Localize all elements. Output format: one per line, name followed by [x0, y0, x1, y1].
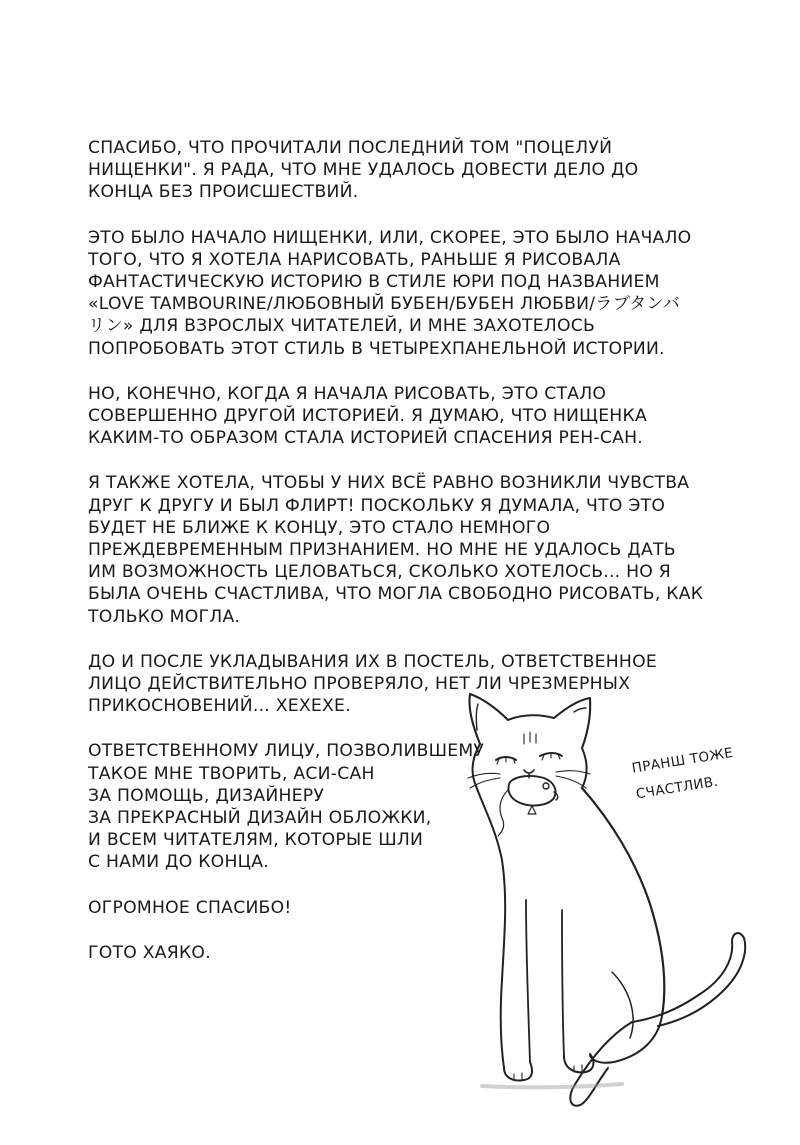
- text-line: СОВЕРШЕННО ДРУГОЙ ИСТОРИЕЙ. Я ДУМАЮ, ЧТО НИЩЕНКА: [88, 406, 647, 427]
- paragraph-origin: [88, 227, 718, 360]
- text-line: КАКИМ-ТО ОБРАЗОМ СТАЛА ИСТОРИЕЙ СПАСЕНИЯ РЕН-САН.: [88, 428, 643, 449]
- text-line: БЫЛА ОЧЕНЬ СЧАСТЛИВА, ЧТО МОГЛА СВОБОДНО РИСОВАТЬ, КАК: [88, 584, 704, 605]
- author-signature: ГОТО ХАЯКО.: [88, 942, 211, 963]
- text-line: ФАНТАСТИЧЕСКУЮ ИСТОРИЮ В СТИЛЕ ЮРИ ПОД НАЗВАНИЕМ: [88, 272, 660, 293]
- text-line: С НАМИ ДО КОНЦА.: [88, 852, 269, 873]
- paragraph-story: [88, 383, 718, 450]
- text-line: КОНЦА БЕЗ ПРОИСШЕСТВИЙ.: [88, 182, 359, 203]
- cat-caption-line: СЧАСТЛИВ.: [634, 773, 720, 803]
- text-line: «LOVE TAMBOURINE/ЛЮБОВНЫЙ БУБЕН/БУБЕН ЛЮБВИ/ラブタンバ: [88, 294, 681, 315]
- text-line: НИЩЕНКИ". Я РАДА, ЧТО МНЕ УДАЛОСЬ ДОВЕСТИ ДЕЛО ДО: [88, 160, 639, 181]
- text-line: ДРУГ К ДРУГУ И БЫЛ ФЛИРТ! ПОСКОЛЬКУ Я ДУМАЛА, ЧТО ЭТО: [88, 495, 666, 516]
- text-line: ИМ ВОЗМОЖНОСТЬ ЦЕЛОВАТЬСЯ, СКОЛЬКО ХОТЕЛОСЬ... НО Я: [88, 562, 671, 583]
- text-line: ТОЛЬКО МОГЛА.: [88, 606, 241, 627]
- text-line: ТАКОЕ МНЕ ТВОРИТЬ, АСИ-САН: [88, 763, 375, 784]
- text-line: ПРЕЖДЕВРЕМЕННЫМ ПРИЗНАНИЕМ. НО МНЕ НЕ УДАЛОСЬ ДАТЬ: [88, 540, 676, 561]
- text-line: ЗА ПРЕКРАСНЫЙ ДИЗАЙН ОБЛОЖКИ,: [88, 808, 432, 829]
- text-line: ЭТО БЫЛО НАЧАЛО НИЩЕНКИ, ИЛИ, СКОРЕЕ, ЭТО БЫЛО НАЧАЛО: [88, 227, 692, 248]
- text-line: НО, КОНЕЧНО, КОГДА Я НАЧАЛА РИСОВАТЬ, ЭТО СТАЛО: [88, 383, 607, 404]
- cat-caption-line: ПРАНШ ТОЖЕ: [630, 744, 735, 777]
- text-line: ДО И ПОСЛЕ УКЛАДЫВАНИЯ ИХ В ПОСТЕЛЬ, ОТВЕТСТВЕННОЕ: [88, 651, 657, 672]
- text-line: Я ТАКЖЕ ХОТЕЛА, ЧТОБЫ У НИХ ВСЁ РАВНО ВОЗНИКЛИ ЧУВСТВА: [88, 473, 690, 494]
- text-line: ПОПРОБОВАТЬ ЭТОТ СТИЛЬ В ЧЕТЫРЕХПАНЕЛЬНОЙ ИСТОРИИ.: [88, 338, 665, 359]
- paragraph-feelings: [88, 472, 718, 627]
- text-line: リン» ДЛЯ ВЗРОСЛЫХ ЧИТАТЕЛЕЙ, И МНЕ ЗАХОТЕЛОСЬ: [88, 316, 596, 337]
- text-line: БУДЕТ НЕ БЛИЖЕ К КОНЦУ, ЭТО СТАЛО НЕМНОГО: [88, 517, 551, 538]
- text-line: ПРИКОСНОВЕНИЙ... ХЕХЕХЕ.: [88, 696, 351, 717]
- text-line: ЗА ПОМОЩЬ, ДИЗАЙНЕРУ: [88, 785, 325, 806]
- text-line: ТОГО, ЧТО Я ХОТЕЛА НАРИСОВАТЬ, РАНЬШЕ Я РИСОВАЛА: [88, 249, 621, 270]
- text-line: СПАСИБО, ЧТО ПРОЧИТАЛИ ПОСЛЕДНИЙ ТОМ "ПОЦЕЛУЙ: [88, 138, 613, 158]
- text-line: И ВСЕМ ЧИТАТЕЛЯМ, КОТОРЫЕ ШЛИ: [88, 830, 424, 851]
- text-line: ЛИЦО ДЕЙСТВИТЕЛЬНО ПРОВЕРЯЛО, НЕТ ЛИ ЧРЕЗМЕРНЫХ: [88, 674, 631, 695]
- paragraph-thanks: [88, 137, 718, 204]
- text-line: ОГРОМНОЕ СПАСИБО!: [88, 897, 292, 918]
- text-line: ОТВЕТСТВЕННОМУ ЛИЦУ, ПОЗВОЛИВШЕМУ: [88, 741, 485, 762]
